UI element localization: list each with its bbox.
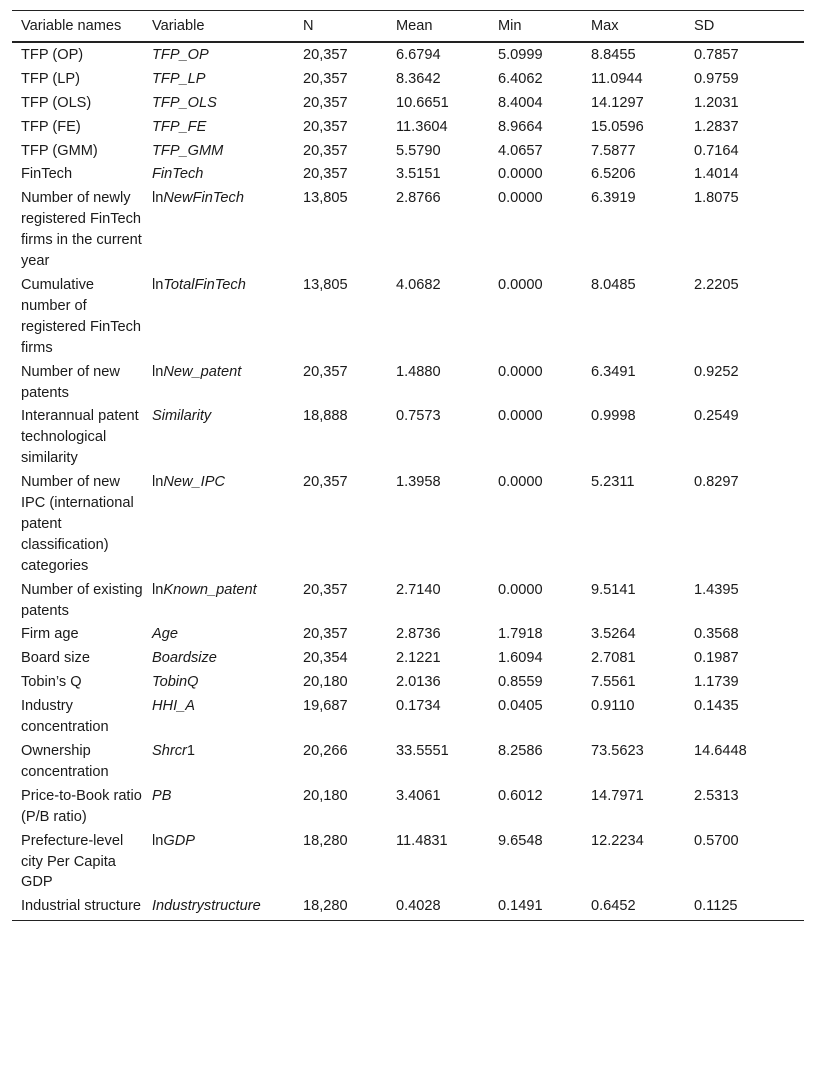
variable-symbol: Shrcr xyxy=(152,743,187,759)
cell-max: 3.5264 xyxy=(591,626,636,643)
cell-sd: 0.8297 xyxy=(694,474,739,491)
cell-variable-name: Prefecture-level city Per Capita GDP xyxy=(21,832,124,891)
cell-variable-name: TFP (LP) xyxy=(21,70,80,87)
cell-variable xyxy=(143,694,294,739)
cell-variable xyxy=(143,470,294,578)
cell-variable xyxy=(143,162,294,186)
cell-n: 20,357 xyxy=(303,94,348,111)
cell-mean: 5.5790 xyxy=(396,142,441,159)
cell-max: 8.8455 xyxy=(591,46,636,63)
cell-n: 20,357 xyxy=(303,581,348,598)
cell-max: 7.5561 xyxy=(591,674,636,691)
cell-min: 6.4062 xyxy=(498,70,543,87)
cell-min: 0.1491 xyxy=(489,894,582,920)
cell-variable xyxy=(143,578,294,623)
variable-symbol: TFP_FE xyxy=(152,118,207,135)
cell-min: 9.6548 xyxy=(498,832,543,849)
cell-n: 20,180 xyxy=(303,787,348,804)
table-row xyxy=(12,91,804,115)
variable-symbol: Boardsize xyxy=(152,650,217,667)
cell-min: 0.8559 xyxy=(498,674,543,691)
cell-sd: 0.3568 xyxy=(694,626,739,643)
table-row xyxy=(12,670,804,694)
cell-n: 13,805 xyxy=(303,190,348,207)
cell-max: 14.7971 xyxy=(591,787,644,804)
cell-mean: 6.6794 xyxy=(396,46,441,63)
cell-mean: 3.4061 xyxy=(396,787,441,804)
cell-variable-name: Number of existing patents xyxy=(21,581,143,619)
table-row xyxy=(12,115,804,139)
cell-min: 1.7918 xyxy=(498,626,543,643)
table-row xyxy=(12,162,804,186)
cell-sd: 1.4014 xyxy=(694,166,739,183)
variable-symbol: NewFinTech xyxy=(163,190,244,207)
cell-min: 8.4004 xyxy=(498,94,543,111)
cell-variable xyxy=(143,42,294,67)
cell-n: 20,357 xyxy=(303,118,348,135)
variable-prefix: ln xyxy=(152,581,164,598)
header-variable: Variable xyxy=(143,11,294,42)
descriptive-statistics-table-container xyxy=(12,10,804,921)
table-row xyxy=(12,470,804,578)
table-header xyxy=(12,11,804,42)
table-row xyxy=(12,42,804,67)
table-row xyxy=(12,829,804,895)
cell-n: 18,280 xyxy=(303,832,348,849)
variable-symbol: TFP_LP xyxy=(152,70,206,87)
cell-variable xyxy=(143,646,294,670)
cell-variable-name: Firm age xyxy=(21,626,79,643)
variable-symbol: FinTech xyxy=(152,166,204,183)
cell-max: 73.5623 xyxy=(591,743,644,759)
cell-variable xyxy=(143,670,294,694)
cell-variable-name: Interannual patent technological similarity xyxy=(21,408,139,467)
cell-min: 0.0000 xyxy=(498,190,543,207)
cell-variable xyxy=(143,186,294,273)
cell-mean: 2.7140 xyxy=(396,581,441,598)
cell-max: 9.5141 xyxy=(591,581,636,598)
cell-max: 6.3491 xyxy=(591,363,636,380)
cell-variable-name: Board size xyxy=(21,650,90,667)
table-row xyxy=(12,186,804,273)
cell-min: 0.0000 xyxy=(498,363,543,380)
table-row xyxy=(12,360,804,405)
header-sd: SD xyxy=(685,11,804,42)
variable-prefix: ln xyxy=(152,832,164,849)
cell-n: 20,357 xyxy=(303,142,348,159)
cell-variable xyxy=(143,115,294,139)
cell-n: 20,357 xyxy=(303,70,348,87)
cell-mean: 8.3642 xyxy=(396,70,441,87)
cell-min: 8.2586 xyxy=(498,743,543,759)
cell-max: 6.3919 xyxy=(591,190,636,207)
table-body xyxy=(12,42,804,921)
cell-mean: 2.0136 xyxy=(396,674,441,691)
cell-mean: 1.4880 xyxy=(396,363,441,380)
cell-mean: 0.7573 xyxy=(396,408,441,425)
cell-sd: 0.9252 xyxy=(694,363,739,380)
cell-sd: 1.8075 xyxy=(694,190,739,207)
cell-min: 1.6094 xyxy=(498,650,543,667)
cell-sd: 0.5700 xyxy=(694,832,739,849)
variable-symbol: Known_patent xyxy=(163,581,257,598)
cell-sd: 2.2205 xyxy=(694,276,739,293)
variable-symbol: TFP_OLS xyxy=(152,94,217,111)
cell-variable xyxy=(143,894,294,920)
cell-max: 0.9998 xyxy=(591,408,636,425)
cell-max: 2.7081 xyxy=(591,650,636,667)
table-row xyxy=(12,894,804,920)
cell-min: 0.0000 xyxy=(498,474,543,491)
table-row xyxy=(12,739,804,784)
cell-sd: 2.5313 xyxy=(694,787,739,804)
variable-symbol: TotalFinTech xyxy=(163,276,246,293)
cell-sd: 0.1435 xyxy=(694,698,739,715)
variable-prefix: ln xyxy=(152,474,164,491)
cell-variable-name: Number of new IPC (international patent classification) categories xyxy=(21,474,134,574)
cell-variable xyxy=(143,67,294,91)
table-row xyxy=(12,67,804,91)
cell-sd: 1.4395 xyxy=(694,581,739,598)
variable-symbol: TFP_OP xyxy=(152,46,209,63)
cell-max: 0.6452 xyxy=(582,894,685,920)
variable-symbol: Similarity xyxy=(152,408,212,425)
table-row xyxy=(12,784,804,829)
cell-mean: 2.8766 xyxy=(396,190,441,207)
cell-mean: 1.3958 xyxy=(396,474,441,491)
variable-symbol: TFP_GMM xyxy=(152,142,224,159)
cell-variable xyxy=(143,739,294,784)
cell-sd: 0.7164 xyxy=(694,142,739,159)
cell-mean: 0.1734 xyxy=(396,698,441,715)
variable-symbol: HHI_A xyxy=(152,698,195,715)
cell-variable xyxy=(143,360,294,405)
variable-symbol: Age xyxy=(152,626,178,643)
cell-variable-name: Number of new patents xyxy=(21,363,120,401)
cell-mean: 2.8736 xyxy=(396,626,441,643)
cell-variable-name: TFP (OP) xyxy=(21,46,84,63)
cell-mean: 11.4831 xyxy=(396,832,448,849)
descriptive-statistics-table xyxy=(12,10,804,921)
variable-prefix: ln xyxy=(152,363,164,380)
cell-sd: 0.9759 xyxy=(694,70,739,87)
variable-prefix: ln xyxy=(152,276,164,293)
cell-variable-name: Tobin’s Q xyxy=(21,674,82,691)
variable-symbol: New_patent xyxy=(163,363,242,380)
cell-n: 13,805 xyxy=(303,276,348,293)
cell-variable-name: Cumulative number of registered FinTech firms xyxy=(21,276,142,356)
header-n: N xyxy=(294,11,387,42)
variable-suffix: 1 xyxy=(186,743,195,759)
cell-sd: 1.2837 xyxy=(694,118,739,135)
cell-sd: 1.2031 xyxy=(694,94,739,111)
cell-min: 0.0000 xyxy=(498,276,543,293)
cell-n: 20,354 xyxy=(303,650,348,667)
cell-n: 18,280 xyxy=(294,894,387,920)
cell-variable-name: Price-to-Book ratio (P/B ratio) xyxy=(21,787,142,825)
cell-min: 0.0000 xyxy=(498,581,543,598)
cell-mean: 4.0682 xyxy=(396,276,441,293)
cell-mean: 10.6651 xyxy=(396,94,449,111)
cell-variable xyxy=(143,273,294,360)
cell-variable xyxy=(143,829,294,895)
cell-variable xyxy=(143,622,294,646)
cell-n: 18,888 xyxy=(303,408,348,425)
cell-variable-name: TFP (OLS) xyxy=(21,94,92,111)
header-min: Min xyxy=(489,11,582,42)
cell-min: 0.0000 xyxy=(498,166,543,183)
cell-sd: 1.1739 xyxy=(694,674,739,691)
cell-n: 20,357 xyxy=(303,166,348,183)
cell-mean: 33.5551 xyxy=(396,743,449,759)
table-row xyxy=(12,404,804,470)
cell-max: 14.1297 xyxy=(591,94,644,111)
cell-max: 5.2311 xyxy=(591,474,635,491)
cell-sd: 0.1987 xyxy=(694,650,739,667)
cell-mean: 3.5151 xyxy=(396,166,441,183)
cell-variable-name: Number of newly registered FinTech firms in the current year xyxy=(21,190,142,270)
table-row xyxy=(12,694,804,739)
variable-symbol: TobinQ xyxy=(152,674,199,691)
cell-n: 20,357 xyxy=(303,626,348,643)
cell-max: 12.2234 xyxy=(591,832,644,849)
cell-n: 19,687 xyxy=(303,698,348,715)
header-variable-names: Variable names xyxy=(12,11,143,42)
cell-mean: 0.4028 xyxy=(387,894,489,920)
cell-variable-name: Ownership concentration xyxy=(21,743,109,780)
table-row xyxy=(12,139,804,163)
cell-max: 7.5877 xyxy=(591,142,636,159)
cell-variable-name: TFP (GMM) xyxy=(21,142,98,159)
variable-symbol: Industrystructure xyxy=(152,898,261,915)
header-max: Max xyxy=(582,11,685,42)
variable-prefix: ln xyxy=(152,190,164,207)
cell-max: 11.0944 xyxy=(591,70,643,87)
cell-sd: 0.2549 xyxy=(694,408,739,425)
cell-mean: 11.3604 xyxy=(396,118,448,135)
cell-n: 20,357 xyxy=(303,46,348,63)
cell-n: 20,357 xyxy=(303,474,348,491)
cell-max: 8.0485 xyxy=(591,276,636,293)
table-row xyxy=(12,622,804,646)
cell-variable-name: TFP (FE) xyxy=(21,118,81,135)
cell-min: 8.9664 xyxy=(498,118,543,135)
cell-min: 0.0405 xyxy=(498,698,543,715)
cell-max: 6.5206 xyxy=(591,166,636,183)
cell-n: 20,266 xyxy=(303,743,348,759)
cell-min: 4.0657 xyxy=(498,142,543,159)
cell-variable xyxy=(143,784,294,829)
header-row xyxy=(12,11,804,42)
cell-variable xyxy=(143,139,294,163)
cell-mean: 2.1221 xyxy=(396,650,441,667)
table-row xyxy=(12,273,804,360)
cell-sd: 14.6448 xyxy=(694,743,747,759)
cell-variable-name: FinTech xyxy=(21,166,73,183)
table-row xyxy=(12,646,804,670)
cell-variable-name: Industrial structure xyxy=(12,894,143,920)
variable-symbol: PB xyxy=(152,787,172,804)
cell-sd: 0.7857 xyxy=(694,46,739,63)
variable-symbol: New_IPC xyxy=(163,474,225,491)
variable-symbol: GDP xyxy=(163,832,195,849)
cell-n: 20,180 xyxy=(303,674,348,691)
cell-variable-name: Industry concentration xyxy=(21,698,109,736)
header-mean: Mean xyxy=(387,11,489,42)
cell-min: 0.6012 xyxy=(498,787,543,804)
cell-max: 15.0596 xyxy=(591,118,644,135)
cell-min: 5.0999 xyxy=(498,46,543,63)
cell-n: 20,357 xyxy=(303,363,348,380)
cell-variable xyxy=(143,91,294,115)
cell-min: 0.0000 xyxy=(498,408,543,425)
cell-max: 0.9110 xyxy=(591,698,635,715)
cell-variable xyxy=(143,404,294,470)
table-row xyxy=(12,578,804,623)
cell-sd: 0.1125 xyxy=(685,894,804,920)
